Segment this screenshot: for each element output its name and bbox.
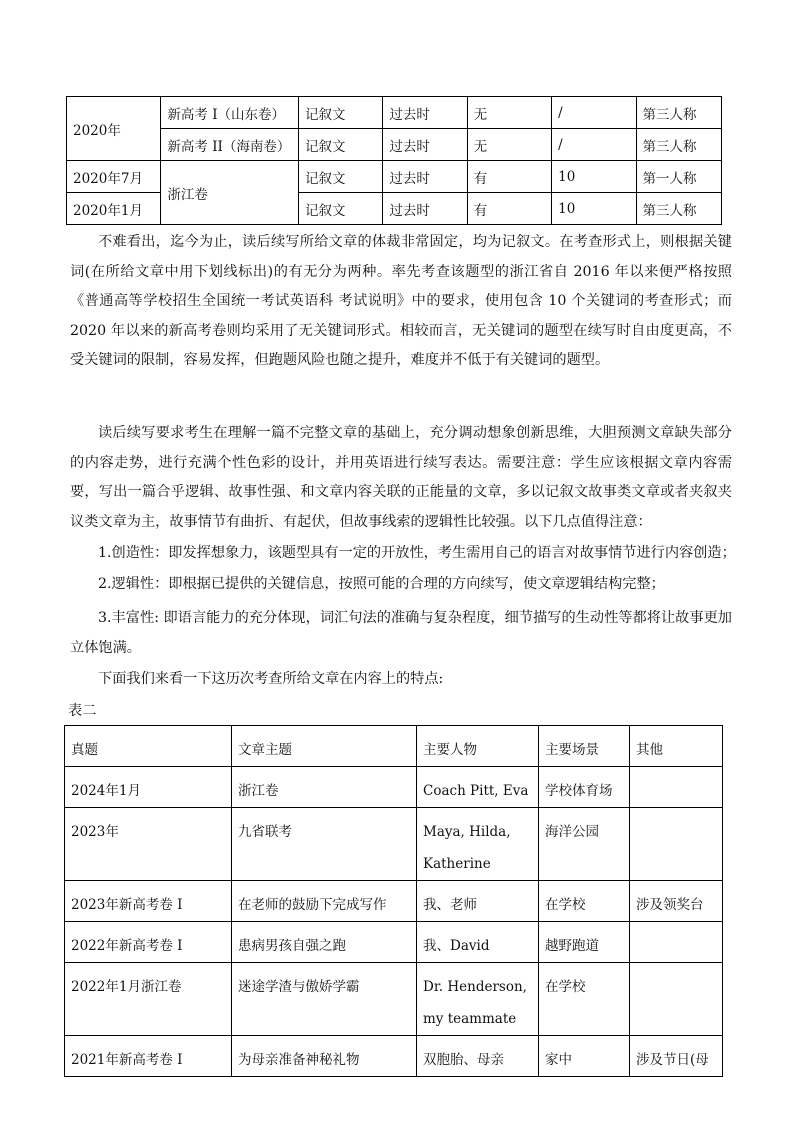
exam-format-table bbox=[66, 96, 722, 225]
table-cell: 第三人称 bbox=[636, 129, 721, 161]
table-cell: Coach Pitt, Eva bbox=[417, 767, 539, 808]
table-row bbox=[65, 881, 723, 922]
table-cell: 越野跑道 bbox=[539, 922, 630, 963]
table-cell: 过去时 bbox=[383, 161, 467, 193]
table-cell: 在学校 bbox=[539, 881, 630, 922]
table-row bbox=[65, 963, 723, 1036]
table-row bbox=[65, 767, 723, 808]
table-cell: 10 bbox=[552, 193, 636, 225]
table-cell: 双胞胎、母亲 bbox=[417, 1036, 539, 1077]
table-cell: 2024年1月 bbox=[65, 767, 232, 808]
table-cell: 涉及节日(母 bbox=[630, 1036, 723, 1077]
point-logic: 2.逻辑性：即根据已提供的关键信息，按照可能的合理的方向续写，使文章逻辑结构完整； bbox=[98, 576, 665, 592]
table-row bbox=[67, 129, 722, 161]
table-cell: 浙江卷 bbox=[232, 767, 417, 808]
table-cell: 第三人称 bbox=[636, 193, 721, 225]
table-cell: 2023年 bbox=[65, 808, 232, 881]
table-cell: 记叙文 bbox=[299, 161, 383, 193]
paragraph-intro-table2: 下面我们来看一下这历次考查所给文章在内容上的特点: bbox=[98, 671, 444, 687]
table-cell bbox=[630, 922, 723, 963]
table-cell: 有 bbox=[467, 193, 551, 225]
table-cell: 第一人称 bbox=[636, 161, 721, 193]
table-row bbox=[67, 161, 722, 193]
table-cell: 在学校 bbox=[539, 963, 630, 1036]
paragraph-requirements: 读后续写要求考生在理解一篇不完整文章的基础上，充分调动想象创新思维，大胆预测文章缺失部分的内容走势，进行充满个性色彩的设计，并用英语进行续写表达。需要注意：学生应该根据文章内容需要，写出一篇合乎逻辑、故事性强、和文章内容关联的正能量的文章，多以记叙文故事类文章或者夹叙夹议类文章为主，故事情节有曲折、有起伏，但故事线索的逻辑性比较强。以下几点值得注意： bbox=[70, 425, 732, 530]
table-cell: 有 bbox=[467, 161, 551, 193]
table-cell: 记叙文 bbox=[299, 129, 383, 161]
table-cell: 2021年新高考卷 I bbox=[65, 1036, 232, 1077]
column-header: 其他 bbox=[630, 726, 723, 767]
table-cell: 过去时 bbox=[383, 97, 467, 129]
column-header: 真题 bbox=[65, 726, 232, 767]
table-row bbox=[67, 97, 722, 129]
table-cell: 2023年新高考卷 I bbox=[65, 881, 232, 922]
table2-label: 表二 bbox=[68, 703, 97, 719]
table-cell bbox=[630, 767, 723, 808]
table-cell: 第三人称 bbox=[636, 97, 721, 129]
table-cell: 家中 bbox=[539, 1036, 630, 1077]
table-cell: / bbox=[552, 97, 636, 129]
table-cell: 2022年新高考卷 I bbox=[65, 922, 232, 963]
table-cell: Dr. Henderson, my teammate bbox=[417, 963, 539, 1036]
table-row bbox=[65, 808, 723, 881]
table-cell: 无 bbox=[467, 129, 551, 161]
table-cell: 2020年 bbox=[67, 97, 161, 161]
content-features-table bbox=[64, 725, 723, 1077]
table-cell: 新高考 I（山东卷） bbox=[161, 97, 299, 129]
table-cell: 患病男孩自强之跑 bbox=[232, 922, 417, 963]
table-cell: 10 bbox=[552, 161, 636, 193]
table-cell bbox=[630, 963, 723, 1036]
table-cell: 2020年7月 bbox=[67, 161, 161, 193]
table-cell: 浙江卷 bbox=[161, 161, 299, 225]
table-cell: 记叙文 bbox=[299, 97, 383, 129]
point-creativity: 1.创造性：即发挥想象力，该题型具有一定的开放性，考生需用自己的语言对故事情节进行内容创造； bbox=[98, 545, 736, 561]
table-header-row bbox=[65, 726, 723, 767]
table-cell: 涉及领奖台 bbox=[630, 881, 723, 922]
table-cell: 无 bbox=[467, 97, 551, 129]
table-cell: 过去时 bbox=[383, 193, 467, 225]
table-cell: 学校体育场 bbox=[539, 767, 630, 808]
table-cell: 迷途学渣与傲娇学霸 bbox=[232, 963, 417, 1036]
table-cell: 海洋公园 bbox=[539, 808, 630, 881]
table-cell: 过去时 bbox=[383, 129, 467, 161]
table-row bbox=[65, 922, 723, 963]
table-cell: 记叙文 bbox=[299, 193, 383, 225]
table-cell: 2022年1月浙江卷 bbox=[65, 963, 232, 1036]
table-cell: Maya, Hilda, Katherine bbox=[417, 808, 539, 881]
table-cell: 我、老师 bbox=[417, 881, 539, 922]
table-cell: 为母亲准备神秘礼物 bbox=[232, 1036, 417, 1077]
table-cell: 九省联考 bbox=[232, 808, 417, 881]
table-cell: / bbox=[552, 129, 636, 161]
table-cell: 2020年1月 bbox=[67, 193, 161, 225]
column-header: 文章主题 bbox=[232, 726, 417, 767]
table-cell: 新高考 II（海南卷） bbox=[161, 129, 299, 161]
point-richness: 3.丰富性: 即语言能力的充分体现，词汇句法的准确与复杂程度，细节描写的生动性等都将让故事更加立体饱满。 bbox=[70, 610, 732, 656]
table-cell: 我、David bbox=[417, 922, 539, 963]
paragraph-genre-analysis: 不难看出，迄今为止，读后续写所给文章的体裁非常固定，均为记叙文。在考查形式上，则根据关键词(在所给文章中用下划线标出)的有无分为两种。率先考查该题型的浙江省自 2016 年以来便严格按照《普通高等学校招生全国统一考试英语科 考试说明》中的要求，使用包含 10 个关键词的考查形式；而 2020 年以来的新高考卷则均采用了无关键词形式。相较而言，无关键词的题型在续写时自由度更高，不受关键词的限制，容易发挥，但跑题风险也随之提升，难度并不低于有关键词的题型。 bbox=[70, 234, 732, 368]
column-header: 主要人物 bbox=[417, 726, 539, 767]
table-row bbox=[65, 1036, 723, 1077]
table-cell: 在老师的鼓励下完成写作 bbox=[232, 881, 417, 922]
column-header: 主要场景 bbox=[539, 726, 630, 767]
table-cell bbox=[630, 808, 723, 881]
